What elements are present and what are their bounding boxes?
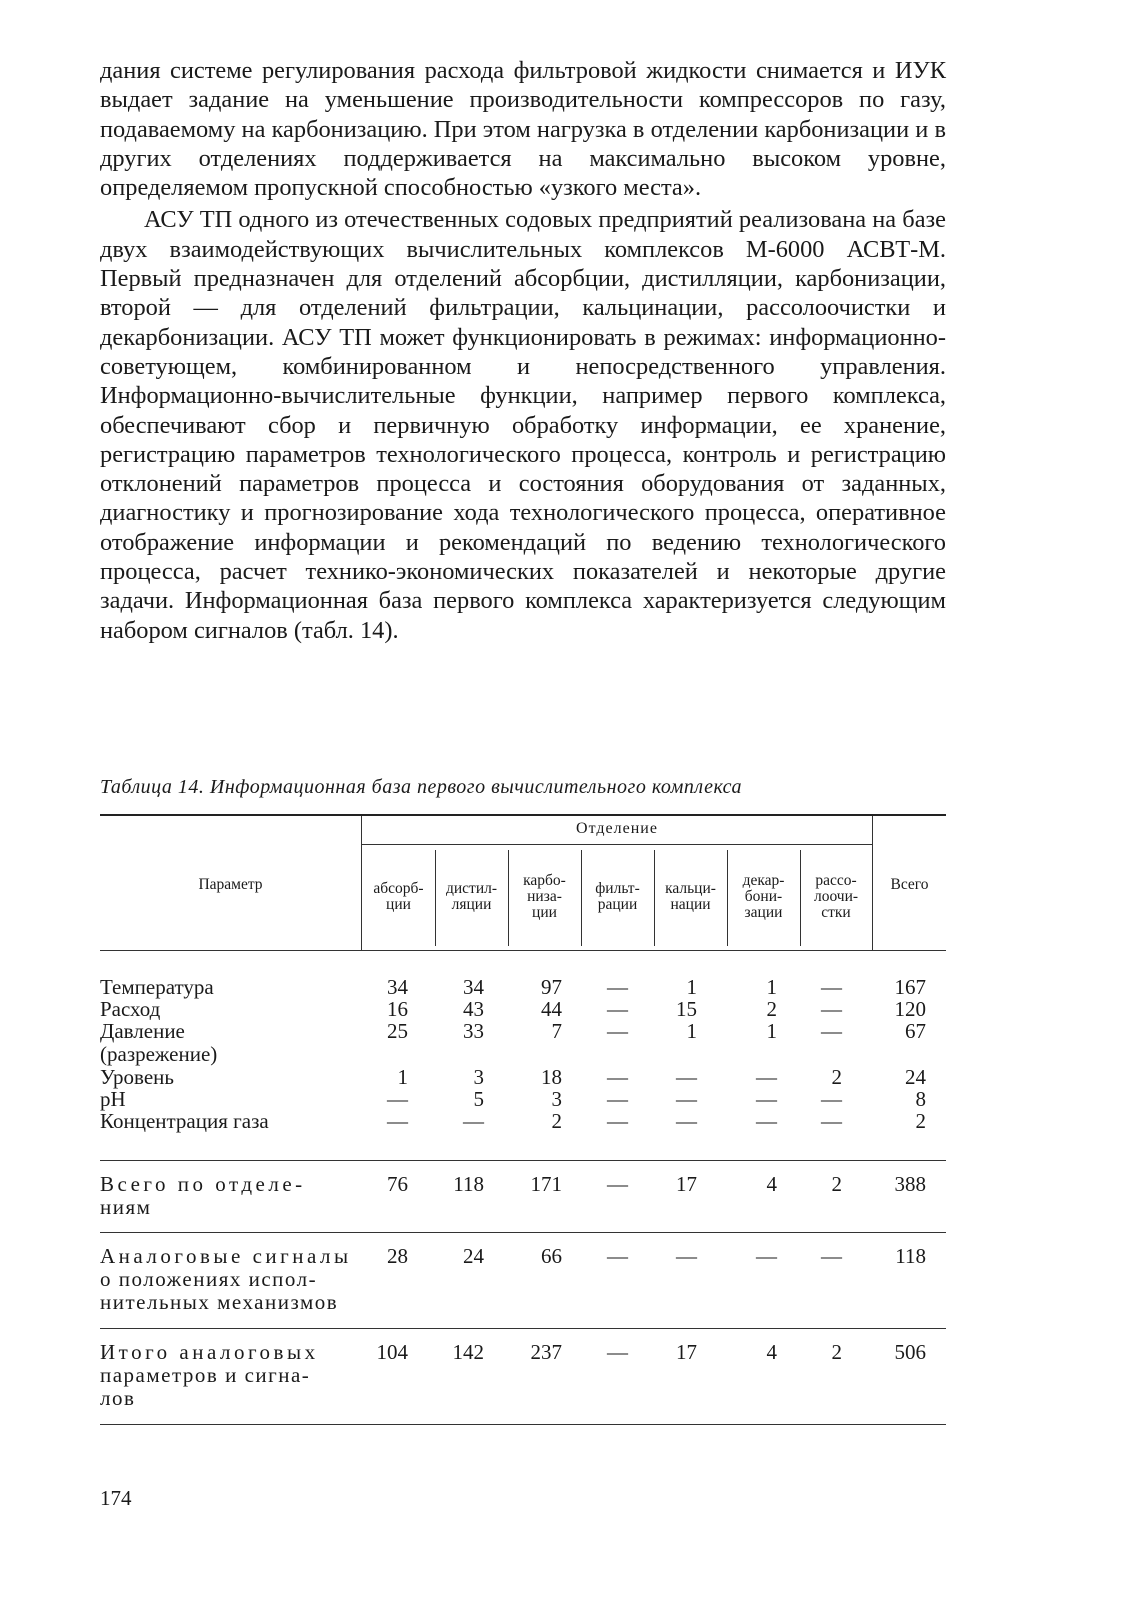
table-cell: 3 [473, 1065, 484, 1089]
table-cell: 4 [766, 1340, 777, 1364]
row-label-line: ниям [100, 1195, 152, 1219]
table-cell: 506 [894, 1340, 926, 1364]
table-cell: 5 [473, 1087, 484, 1111]
row-label-line: Уровень [100, 1065, 174, 1089]
table-cell: — [607, 997, 628, 1021]
column-header [654, 881, 727, 913]
table-cell: 1 [397, 1065, 408, 1089]
table-cell: 1 [766, 1019, 777, 1043]
table-cell: — [756, 1109, 777, 1133]
row-label-line: Температура [100, 975, 214, 999]
table-cell: — [463, 1109, 484, 1133]
row-label [100, 976, 214, 999]
row-rule [100, 1232, 946, 1233]
table-cell: 171 [530, 1172, 562, 1196]
table-cell: — [607, 1065, 628, 1089]
table-cell: 104 [376, 1340, 408, 1364]
group-header: Отделение [576, 820, 658, 837]
table-cell: — [821, 1109, 842, 1133]
row-label [100, 998, 160, 1021]
table-cell: 118 [895, 1244, 926, 1268]
table-cell: — [756, 1087, 777, 1111]
page-number: 174 [100, 1486, 132, 1510]
table-cell: — [607, 975, 628, 999]
column-header [727, 873, 800, 921]
table-cell: 2 [551, 1109, 562, 1133]
row-label-line: нительных механизмов [100, 1290, 339, 1314]
column-header-line: декар- [742, 872, 785, 889]
row-label-line: параметров и сигна- [100, 1363, 311, 1387]
table-cell: — [821, 975, 842, 999]
column-header-line: карбо- [523, 872, 566, 889]
table-cell: 3 [551, 1087, 562, 1111]
row-label [100, 1088, 126, 1111]
body-text [100, 56, 946, 645]
column-header-line: нации [670, 896, 711, 913]
table-cell: — [821, 1244, 842, 1268]
column-header-line: ции [532, 904, 557, 921]
table-cell: 1 [686, 1019, 697, 1043]
table-cell: 388 [894, 1172, 926, 1196]
table-cell: 28 [387, 1244, 408, 1268]
row-label-line: о положениях испол- [100, 1267, 318, 1291]
row-label-line: pH [100, 1087, 126, 1111]
table-cell: 33 [463, 1019, 484, 1043]
column-header-line: абсорб- [373, 880, 424, 897]
table-cell: — [756, 1065, 777, 1089]
table-cell: 1 [766, 975, 777, 999]
table-cell: 15 [676, 997, 697, 1021]
table-cell: 18 [541, 1065, 562, 1089]
row-label [100, 1341, 319, 1410]
column-header [435, 881, 508, 913]
row-label [100, 1020, 217, 1066]
table-cell: — [607, 1087, 628, 1111]
group-rule [362, 844, 872, 845]
table-cell: 34 [463, 975, 484, 999]
column-header-line: дистил- [445, 880, 498, 897]
table-cell: 142 [452, 1340, 484, 1364]
table-caption: Таблица 14. Информационная база первого вычислительного комплекса [100, 776, 742, 798]
row-label-line: Расход [100, 997, 161, 1021]
table-cell: 167 [894, 975, 926, 999]
table-cell: 118 [453, 1172, 484, 1196]
table-cell: 2 [766, 997, 777, 1021]
table-cell: 34 [387, 975, 408, 999]
column-header [362, 881, 435, 913]
row-rule [100, 1328, 946, 1329]
table-cell: 237 [530, 1340, 562, 1364]
param-header: Параметр [198, 876, 263, 893]
table-cell: — [821, 997, 842, 1021]
table-cell: — [676, 1109, 697, 1133]
table-cell: 97 [541, 975, 562, 999]
table-top-rule [100, 814, 946, 816]
column-header-line: рации [597, 896, 638, 913]
column-header [508, 873, 581, 921]
column-header-line: стки [821, 904, 851, 921]
row-label [100, 1173, 306, 1219]
table-cell: 25 [387, 1019, 408, 1043]
table-cell: 16 [387, 997, 408, 1021]
table-cell: — [607, 1109, 628, 1133]
table-cell: — [676, 1065, 697, 1089]
column-header-line: рассо- [815, 872, 857, 889]
row-label [100, 1066, 174, 1089]
table-cell: — [607, 1172, 628, 1196]
column-header-line: низа- [527, 888, 562, 905]
table-cell: 4 [766, 1172, 777, 1196]
table-cell: 67 [905, 1019, 926, 1043]
row-label-line: Концентрация газа [100, 1109, 269, 1133]
table-cell: 7 [551, 1019, 562, 1043]
table-cell: — [387, 1109, 408, 1133]
table-bottom-rule [100, 1424, 946, 1425]
column-header-line: кальци- [665, 880, 716, 897]
row-rule [100, 1160, 946, 1161]
table-cell: 24 [905, 1065, 926, 1089]
column-header-line: ляции [451, 896, 492, 913]
row-label [100, 1245, 352, 1314]
column-header-line: фильт- [595, 880, 640, 897]
table-cell: — [821, 1087, 842, 1111]
column-header-line: лоочи- [813, 888, 859, 905]
table-cell: 76 [387, 1172, 408, 1196]
table-cell: — [607, 1019, 628, 1043]
column-header [800, 873, 872, 921]
row-label-line: (разрежение) [100, 1042, 218, 1066]
table-cell: — [676, 1087, 697, 1111]
table-cell: 44 [541, 997, 562, 1021]
column-header-line: бони- [744, 888, 783, 905]
table-cell: 2 [831, 1172, 842, 1196]
table-cell: — [676, 1244, 697, 1268]
row-label [100, 1110, 269, 1133]
table-cell: — [387, 1087, 408, 1111]
table-cell: — [821, 1019, 842, 1043]
table-cell: 1 [686, 975, 697, 999]
row-label-line: Всего по отделе- [100, 1172, 306, 1196]
paragraph: дания системе регулирования расхода фильтровой жидкости снимается и ИУК выдает задание на уменьшение производительности компрессоров по газу, подаваемому на карбонизацию. При этом нагрузка в отделении карбонизации и в других отделениях поддерживается на максимально высоком уровне, определяемом пропускной способностью «узкого места». [100, 57, 946, 202]
table-cell: — [756, 1244, 777, 1268]
row-label-line: лов [100, 1386, 136, 1410]
header-bottom-rule [100, 950, 946, 951]
table-cell: 43 [463, 997, 484, 1021]
row-label-line: Давление [100, 1019, 185, 1043]
table-cell: 2 [915, 1109, 926, 1133]
table-cell: 2 [831, 1340, 842, 1364]
row-label-line: Итого аналоговых [100, 1340, 319, 1364]
column-header-line: ции [386, 896, 411, 913]
table-cell: 17 [676, 1340, 697, 1364]
column-header [581, 881, 654, 913]
row-label-line: Аналоговые сигналы [100, 1244, 352, 1268]
total-header: Всего [890, 876, 929, 893]
paragraph: АСУ ТП одного из отечественных содовых предприятий реализована на базе двух взаимодействующих вычислительных комплексов М-6000 АСВТ-М. Первый предназначен для отделений абсорбции, дистилляции, карбонизации, второй — для отделений фильтрации, кальцинации, рассолоочистки и декарбонизации. АСУ ТП может функционировать в режимах: информационно-советующем, комбинированном и непосредственного управления. Информационно-вычислительные функции, например первого комплекса, обеспечивают сбор и первичную обработку информации, ее хранение, регистрацию параметров технологического процесса, контроль и регистрацию отклонений параметров процесса и состояния оборудования от заданных, диагностику и прогнозирование хода технологического процесса, оперативное отображение информации и рекомендаций по ведению технологического процесса, расчет технико-экономических показателей и некоторые другие задачи. Информационная база первого комплекса характеризуется следующим набором сигналов (табл. 14). [100, 206, 946, 644]
table-cell: 24 [463, 1244, 484, 1268]
table-cell: 120 [894, 997, 926, 1021]
table-cell: 2 [831, 1065, 842, 1089]
table-cell: — [607, 1340, 628, 1364]
table-cell: 66 [541, 1244, 562, 1268]
table-cell: — [607, 1244, 628, 1268]
table-cell: 17 [676, 1172, 697, 1196]
column-header-line: зации [744, 904, 783, 921]
table-cell: 8 [915, 1087, 926, 1111]
